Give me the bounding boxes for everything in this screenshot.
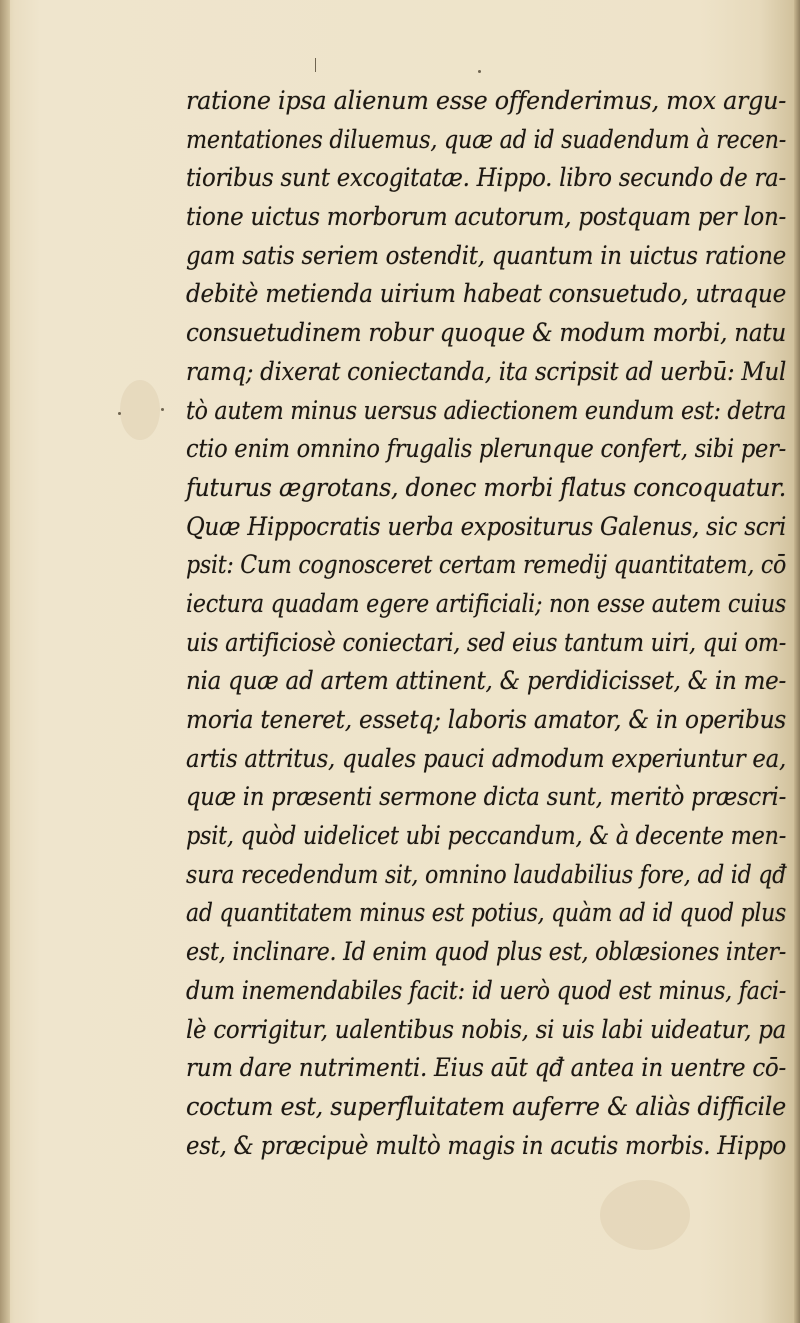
- text-line: dum inemendabiles facit: id uerò quod est minus, faci-: [186, 975, 786, 1005]
- text-line: lè corrigitur, ualentibus nobis, si uis labi uideatur, pa: [186, 1014, 786, 1044]
- text-line: est, inclinare. Id enim quod plus est, oblæsiones inter-: [186, 937, 786, 967]
- text-line: ctio enim omnino frugalis plerunque confert, sibi per-: [186, 434, 786, 464]
- text-line: rum dare nutrimenti. Eius aūt qđ antea in uentre cō-: [186, 1053, 786, 1083]
- text-line: ad quantitatem minus est potius, quàm ad id quod plus: [186, 898, 786, 928]
- text-line: quæ in præsenti sermone dicta sunt, meritò præscri-: [186, 782, 786, 812]
- ink-mark: [118, 412, 121, 415]
- text-line: ramq; dixerat coniectanda, ita scripsit ad uerbū: Mul: [186, 356, 786, 386]
- text-line: futurus ægrotans, donec morbi flatus concoquatur.: [186, 472, 786, 502]
- text-line: est, & præcipuè multò magis in acutis morbis. Hippo: [186, 1130, 786, 1160]
- text-line: sura recedendum sit, omnino laudabilius fore, ad id qđ: [186, 859, 786, 889]
- text-line: ratione ipsa alienum esse offenderimus, mox argu-: [186, 86, 786, 115]
- text-line: coctum est, superfluitatem auferre & aliàs difficile: [186, 1091, 786, 1121]
- paper-stain: [120, 380, 160, 440]
- text-line: uis artificiosè coniectari, sed eius tantum uiri, qui om-: [186, 627, 786, 657]
- text-line: tò autem minus uersus adiectionem eundum est: detra: [186, 395, 786, 425]
- text-line: gam satis seriem ostendit, quantum in uictus ratione: [186, 240, 786, 270]
- text-line: tione uictus morborum acutorum, postquam per lon-: [186, 202, 786, 232]
- page-binding-edge: [0, 0, 10, 1323]
- text-line: Quæ Hippocratis uerba expositurus Galenus, sic scri: [186, 511, 786, 541]
- paper-stain: [600, 1180, 690, 1250]
- text-line: artis attritus, quales pauci admodum experiuntur ea,: [186, 743, 786, 773]
- ink-mark: [161, 408, 164, 411]
- text-line: consuetudinem robur quoque & modum morbi, natu: [186, 318, 786, 348]
- text-line: moria teneret, essetq; laboris amator, & in operibus: [186, 705, 786, 734]
- text-line: psit, quòd uidelicet ubi peccandum, & à decente men-: [186, 821, 786, 851]
- text-line: tioribus sunt excogitatæ. Hippo. libro secundo de ra-: [186, 163, 786, 193]
- text-line: psit: Cum cognosceret certam remedij quantitatem, cō: [186, 550, 786, 580]
- text-line: mentationes diluemus, quæ ad id suadendum à recen-: [186, 124, 786, 154]
- text-line: iectura quadam egere artificiali; non esse autem cuius: [186, 588, 786, 618]
- ink-mark: [315, 58, 316, 72]
- body-text: [186, 82, 796, 1165]
- ink-mark: [478, 70, 481, 73]
- text-line: debitè metienda uirium habeat consuetudo, utraque: [186, 279, 786, 309]
- text-line: nia quæ ad artem attinent, & perdidicisset, & in me-: [186, 666, 786, 696]
